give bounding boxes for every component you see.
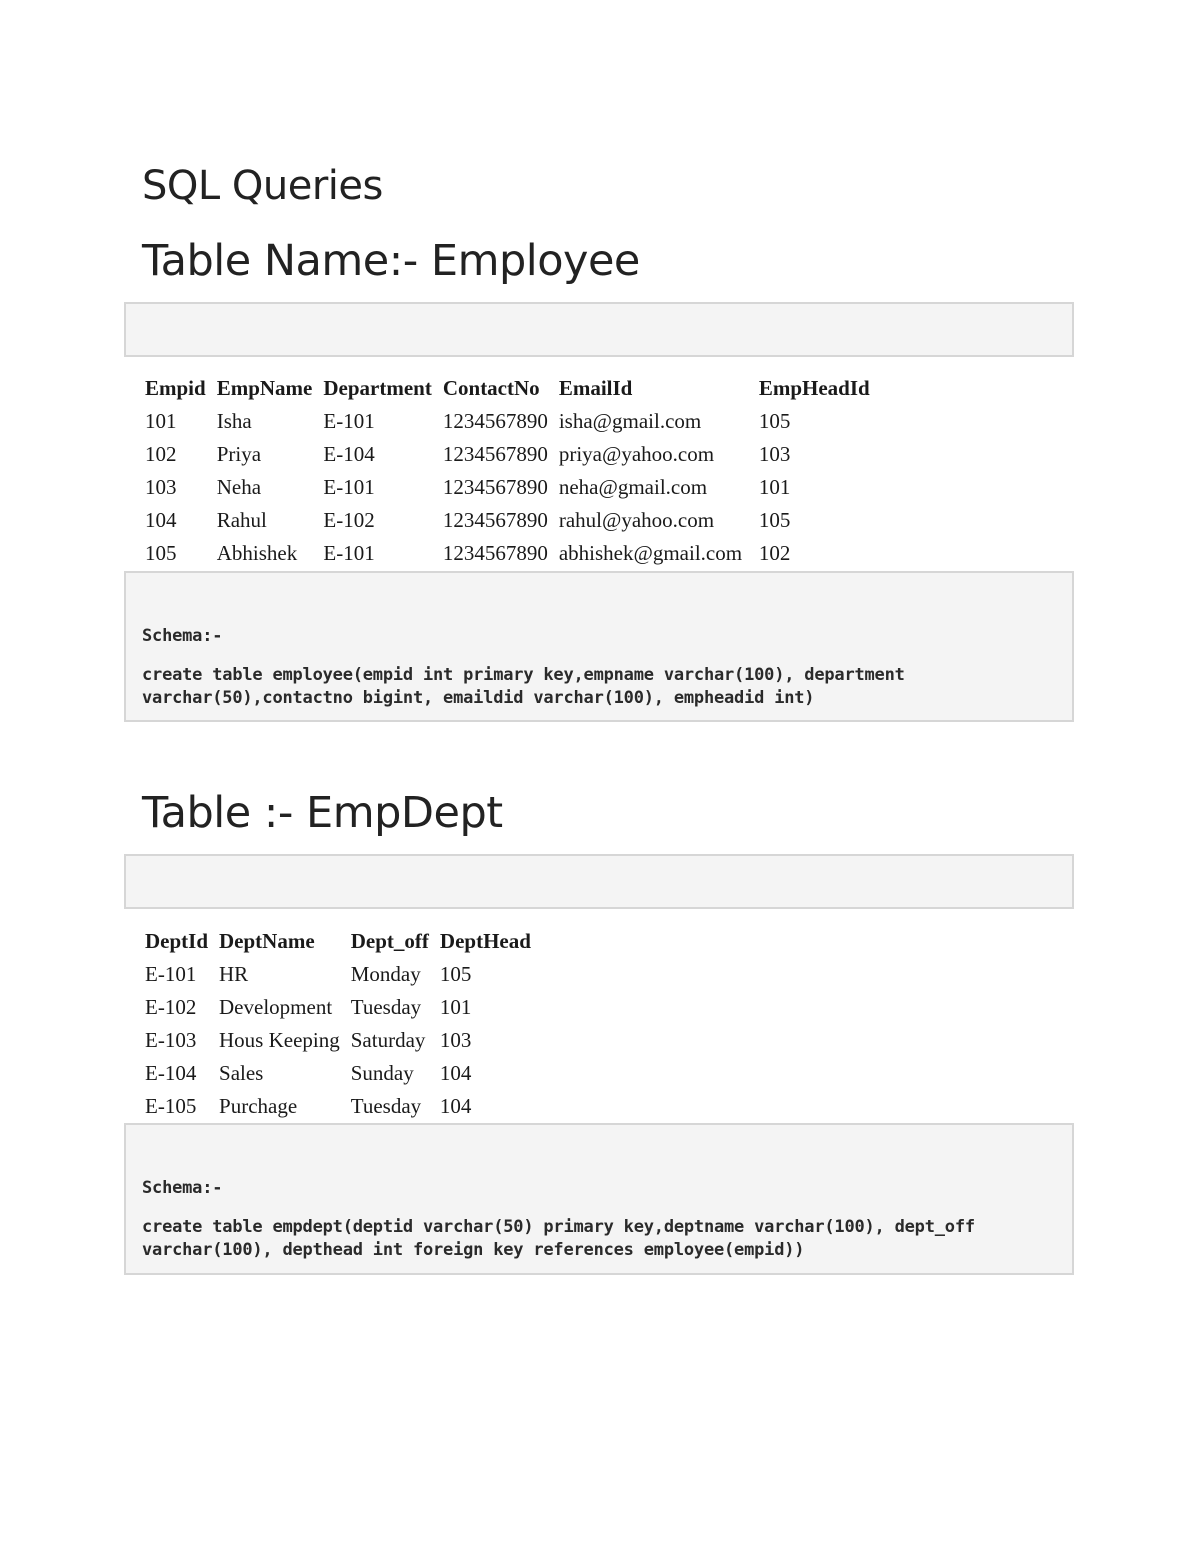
cell-empheadid: 102: [758, 541, 791, 565]
cell-deptid: E-104: [145, 1061, 197, 1085]
table-row: [140, 471, 894, 504]
cell-emailid: isha@gmail.com: [558, 409, 702, 433]
cell-empname: Neha: [216, 475, 262, 499]
cell-emailid: priya@yahoo.com: [558, 442, 715, 466]
cell-dept-off: Tuesday: [350, 995, 422, 1019]
table-row: [140, 537, 894, 570]
cell-dept-off: Saturday: [350, 1028, 426, 1052]
table-row: [140, 958, 545, 991]
cell-empid: 101: [145, 409, 177, 433]
cell-empname: Rahul: [216, 508, 267, 532]
cell-deptid: E-102: [145, 995, 197, 1019]
cell-depthead: 104: [439, 1094, 472, 1118]
cell-empheadid: 103: [758, 442, 791, 466]
employee-header-row: [140, 372, 894, 405]
cell-deptname: Development: [219, 995, 333, 1019]
cell-department: E-101: [323, 475, 375, 499]
cell-dept-off: Sunday: [350, 1061, 414, 1085]
column-header-department: Department: [323, 376, 432, 400]
cell-empid: 103: [145, 475, 177, 499]
employee-schema-code: create table employee(empid int primary key,empname varchar(100), department varchar(50),contactno bigint, emaildid varchar(100), empheadid int): [142, 665, 915, 708]
cell-empid: 105: [145, 541, 177, 565]
column-header-empid: Empid: [145, 376, 206, 400]
empdept-schema-label: Schema:-: [142, 1178, 223, 1198]
cell-department: E-102: [323, 508, 375, 532]
table-row: [140, 1024, 545, 1057]
cell-dept-off: Monday: [350, 962, 421, 986]
cell-emailid: rahul@yahoo.com: [558, 508, 715, 532]
cell-deptid: E-105: [145, 1094, 197, 1118]
cell-deptid: E-101: [145, 962, 197, 986]
cell-contactno: 1234567890: [442, 409, 548, 433]
cell-contactno: 1234567890: [442, 508, 548, 532]
cell-emailid: neha@gmail.com: [558, 475, 708, 499]
table-row: [140, 991, 545, 1024]
cell-empheadid: 105: [758, 409, 791, 433]
table-row: [140, 1090, 545, 1123]
employee-table-heading: Table Name:- Employee: [142, 236, 640, 286]
column-header-dept-off: Dept_off: [350, 929, 429, 953]
column-header-empheadid: EmpHeadId: [758, 376, 870, 400]
cell-empid: 104: [145, 508, 177, 532]
cell-empheadid: 101: [758, 475, 791, 499]
cell-contactno: 1234567890: [442, 475, 548, 499]
employee-schema-label: Schema:-: [142, 626, 223, 646]
column-header-empname: EmpName: [216, 376, 313, 400]
cell-depthead: 101: [439, 995, 472, 1019]
empdept-top-code-box: [124, 854, 1074, 909]
column-header-emailid: EmailId: [558, 376, 633, 400]
cell-deptid: E-103: [145, 1028, 197, 1052]
empdept-schema-code: create table empdept(deptid varchar(50) primary key,deptname varchar(100), dept_off varchar(100), depthead int foreign key references employee(empid)): [142, 1217, 985, 1260]
cell-deptname: Hous Keeping: [219, 1028, 340, 1052]
employee-schema-box: [124, 571, 1074, 722]
cell-department: E-104: [323, 442, 375, 466]
cell-empheadid: 105: [758, 508, 791, 532]
cell-contactno: 1234567890: [442, 442, 548, 466]
cell-department: E-101: [323, 409, 375, 433]
column-header-contactno: ContactNo: [442, 376, 540, 400]
cell-dept-off: Tuesday: [350, 1094, 422, 1118]
cell-deptname: Purchage: [219, 1094, 298, 1118]
employee-table: [140, 372, 894, 570]
table-row: [140, 1057, 545, 1090]
column-header-deptid: DeptId: [145, 929, 209, 953]
cell-department: E-101: [323, 541, 375, 565]
cell-empname: Abhishek: [216, 541, 298, 565]
cell-deptname: Sales: [219, 1061, 264, 1085]
cell-depthead: 104: [439, 1061, 472, 1085]
empdept-table: [140, 925, 545, 1123]
cell-depthead: 103: [439, 1028, 472, 1052]
cell-emailid: abhishek@gmail.com: [558, 541, 743, 565]
document-title: SQL Queries: [142, 163, 383, 209]
table-row: [140, 438, 894, 471]
empdept-table-heading: Table :- EmpDept: [142, 788, 503, 838]
cell-contactno: 1234567890: [442, 541, 548, 565]
cell-empname: Isha: [216, 409, 252, 433]
table-row: [140, 504, 894, 537]
column-header-depthead: DeptHead: [439, 929, 531, 953]
empdept-header-row: [140, 925, 545, 958]
column-header-deptname: DeptName: [219, 929, 315, 953]
cell-empid: 102: [145, 442, 177, 466]
cell-deptname: HR: [219, 962, 249, 986]
cell-empname: Priya: [216, 442, 262, 466]
employee-top-code-box: [124, 302, 1074, 357]
empdept-schema-box: [124, 1123, 1074, 1275]
cell-depthead: 105: [439, 962, 472, 986]
table-row: [140, 405, 894, 438]
